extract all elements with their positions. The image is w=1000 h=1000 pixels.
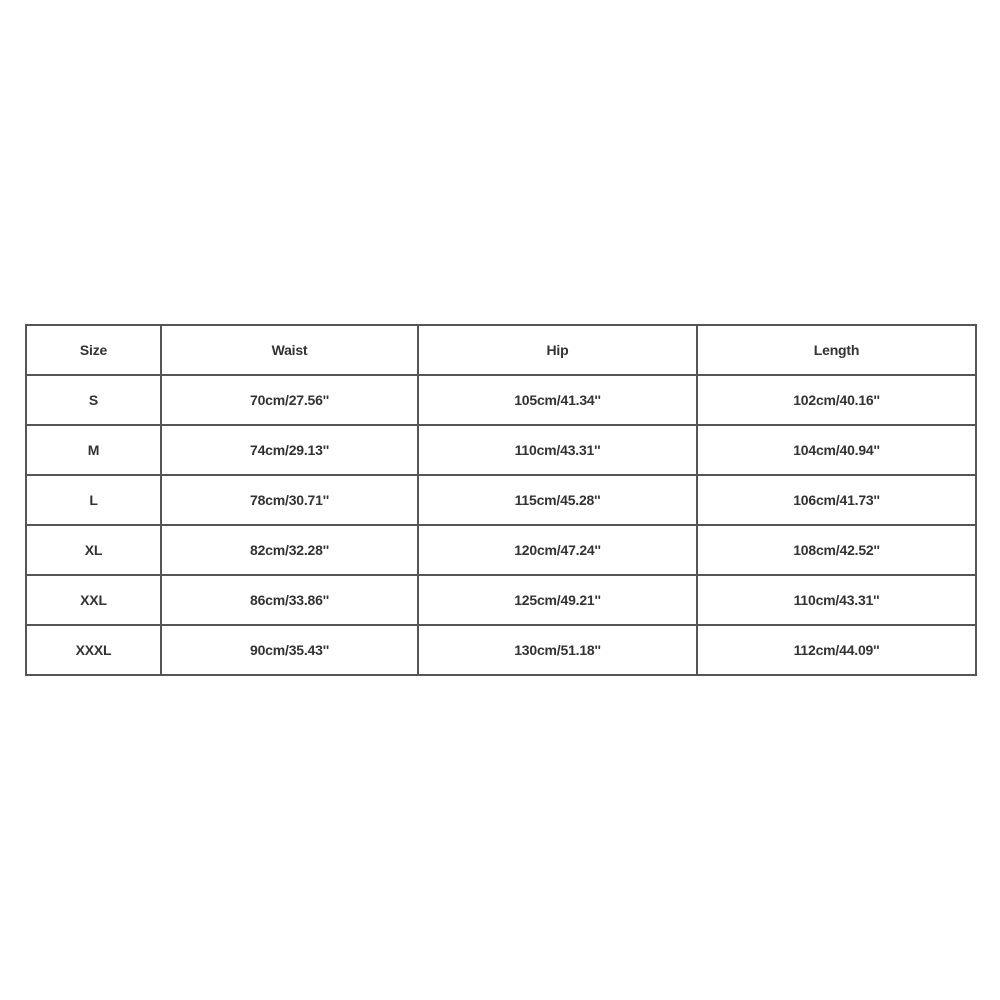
hip-cell: 115cm/45.28'' xyxy=(418,475,697,525)
waist-cell: 74cm/29.13'' xyxy=(161,425,418,475)
length-cell: 106cm/41.73'' xyxy=(697,475,976,525)
waist-cell: 78cm/30.71'' xyxy=(161,475,418,525)
waist-cell: 86cm/33.86'' xyxy=(161,575,418,625)
table-row xyxy=(26,425,976,475)
size-cell: XXL xyxy=(26,575,161,625)
header-row xyxy=(26,325,976,375)
size-chart-table xyxy=(25,324,977,676)
size-cell: XXXL xyxy=(26,625,161,675)
size-cell: S xyxy=(26,375,161,425)
hip-cell: 105cm/41.34'' xyxy=(418,375,697,425)
length-cell: 104cm/40.94'' xyxy=(697,425,976,475)
hip-cell: 130cm/51.18'' xyxy=(418,625,697,675)
waist-cell: 82cm/32.28'' xyxy=(161,525,418,575)
waist-cell: 70cm/27.56'' xyxy=(161,375,418,425)
length-cell: 102cm/40.16'' xyxy=(697,375,976,425)
table-row xyxy=(26,375,976,425)
size-cell: XL xyxy=(26,525,161,575)
table-row xyxy=(26,625,976,675)
header-size: Size xyxy=(26,325,161,375)
hip-cell: 125cm/49.21'' xyxy=(418,575,697,625)
waist-cell: 90cm/35.43'' xyxy=(161,625,418,675)
length-cell: 108cm/42.52'' xyxy=(697,525,976,575)
length-cell: 112cm/44.09'' xyxy=(697,625,976,675)
size-cell: M xyxy=(26,425,161,475)
header-length: Length xyxy=(697,325,976,375)
table-row xyxy=(26,575,976,625)
size-cell: L xyxy=(26,475,161,525)
table-row xyxy=(26,475,976,525)
header-waist: Waist xyxy=(161,325,418,375)
hip-cell: 110cm/43.31'' xyxy=(418,425,697,475)
hip-cell: 120cm/47.24'' xyxy=(418,525,697,575)
length-cell: 110cm/43.31'' xyxy=(697,575,976,625)
table-row xyxy=(26,525,976,575)
header-hip: Hip xyxy=(418,325,697,375)
